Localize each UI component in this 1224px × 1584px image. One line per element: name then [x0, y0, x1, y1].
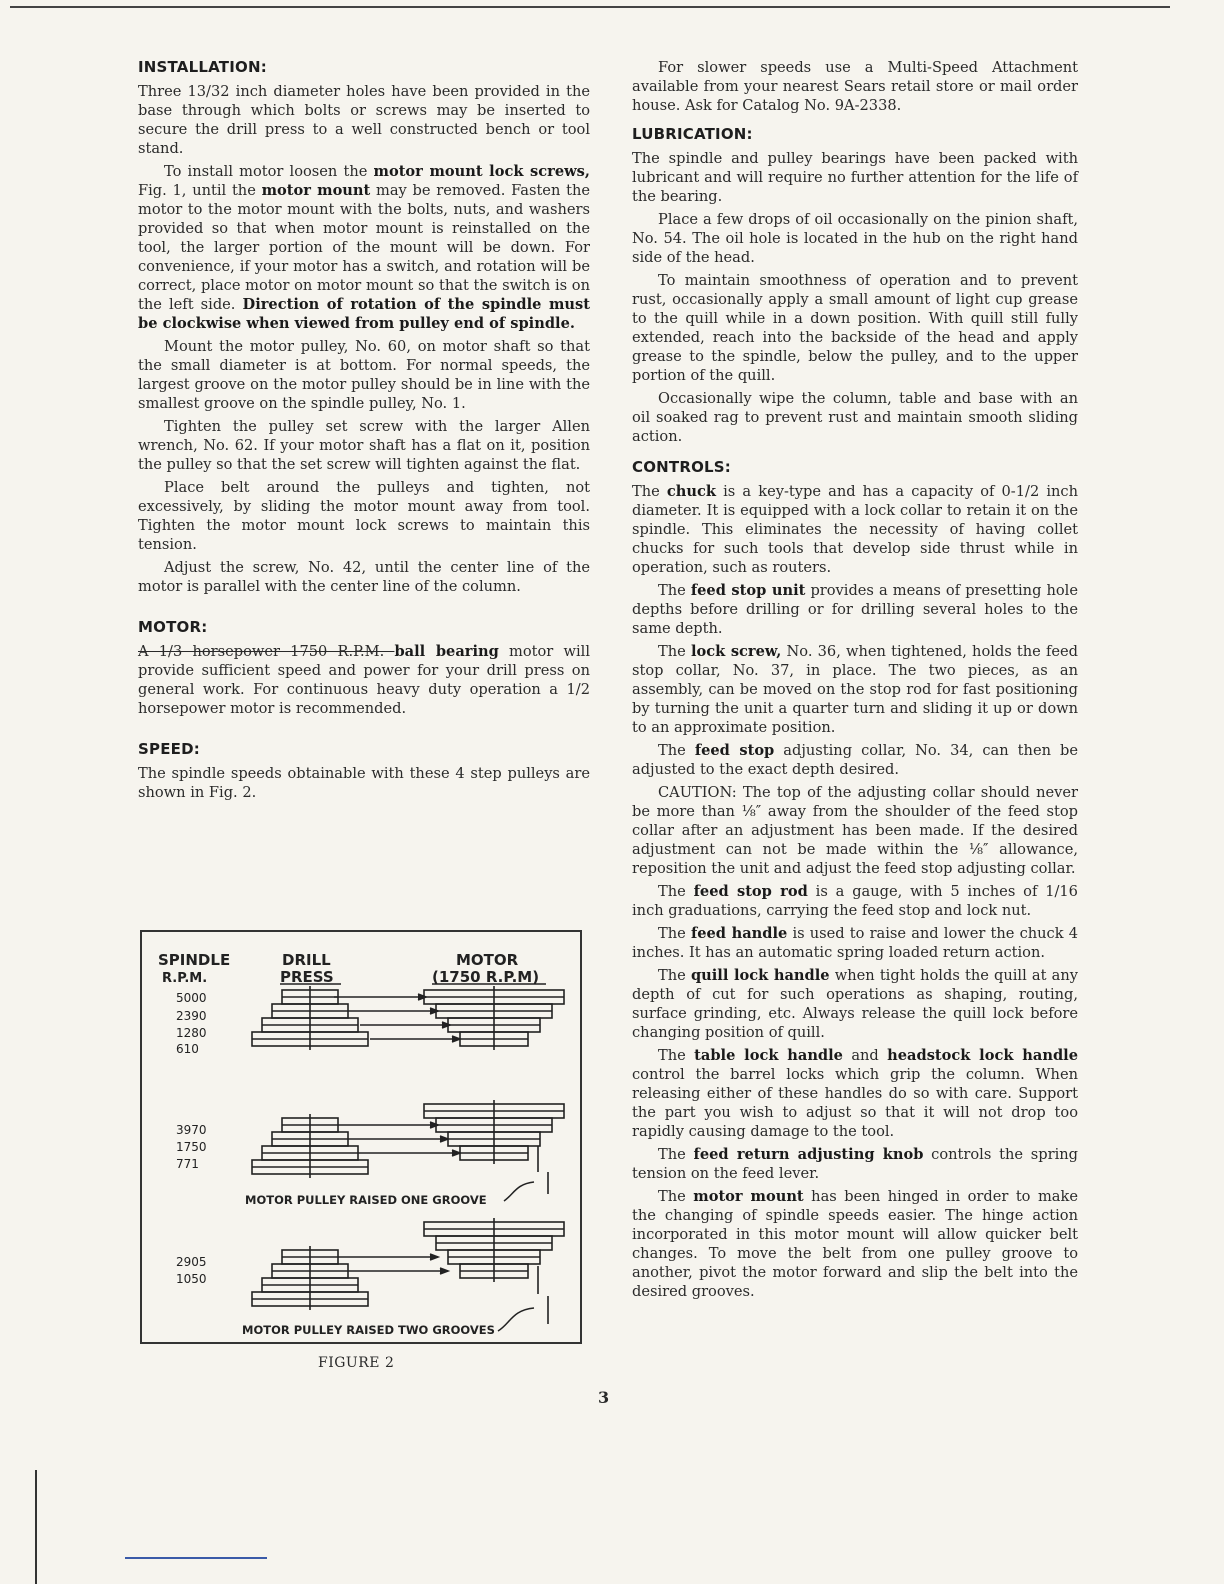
- g3-belt-2-arrow: [440, 1268, 448, 1274]
- note-raised-two-grooves: MOTOR PULLEY RAISED TWO GROOVES: [242, 1323, 495, 1337]
- page-number: 3: [598, 1388, 610, 1407]
- controls-heading: CONTROLS:: [632, 458, 732, 476]
- motor-paragraph: A 1/3 horsepower 1750 R.P.M. ball bearing motor will provide sufficient speed and power for your drill press on general work. For continuous heavy duty operation a 1/2 horsepower motor is recommended.: [138, 643, 590, 717]
- header-drill: DRILL: [282, 951, 331, 969]
- controls-quill-lock: The quill lock handle when tight holds the quill at any depth of cut for such operations as shaping, routing, surface grinding, etc. Always release the quill lock before changing position of quill.: [632, 967, 1078, 1041]
- controls-caution: CAUTION: The top of the adjusting collar should never be more than ⅛″ away from the shoulder of the feed stop collar after an adjustment has been made. If the desired adjustment can not be made within the ⅛″ allowance, reposition the unit and adjust the feed stop adjusting collar.: [632, 784, 1078, 877]
- installation-paragraph-6: Adjust the screw, No. 42, until the center line of the motor is parallel with the center line of the column.: [138, 559, 590, 595]
- controls-table-lock: The table lock handle and headstock lock handle control the barrel locks which grip the column. When releasing either of these handles do so with care. Support the part you wish to adjust so that it will not drop too rapidly causing damage to the tool.: [632, 1047, 1078, 1140]
- left-column: [138, 58, 590, 806]
- lubrication-paragraph-4: Occasionally wipe the column, table and base with an oil soaked rag to prevent rust and maintain smooth sliding action.: [632, 390, 1078, 445]
- note-raised-one-groove: MOTOR PULLEY RAISED ONE GROOVE: [245, 1193, 487, 1207]
- header-press: PRESS: [280, 968, 334, 986]
- rpm-3970: 3970: [176, 1123, 207, 1137]
- installation-heading: INSTALLATION:: [138, 58, 267, 76]
- pulley-diagram-svg: [142, 932, 580, 1342]
- motor-heading: MOTOR:: [138, 618, 208, 636]
- figure-2-pulley-diagram: [140, 930, 582, 1344]
- header-motor-rpm: (1750 R.P.M): [432, 968, 540, 986]
- controls-feed-handle: The feed handle is used to raise and lower the chuck 4 inches. It has an automatic spring loaded return action.: [632, 925, 1078, 961]
- rpm-2390: 2390: [176, 1009, 207, 1023]
- header-motor: MOTOR: [456, 951, 519, 969]
- installation-paragraph-5: Place belt around the pulleys and tighten, not excessively, by sliding the motor mount away from tool. Tighten the motor mount lock screws to maintain this tension.: [138, 479, 590, 553]
- bottom-underline-mark: [125, 1557, 267, 1559]
- controls-chuck: The chuck is a key-type and has a capacity of 0-1/2 inch diameter. It is equipped with a lock collar to retain it on the spindle. This eliminates the necessity of having collet chucks for such tools that develop side thrust while in operation, such as routers.: [632, 483, 1078, 576]
- controls-feed-return: The feed return adjusting knob controls the spring tension on the feed lever.: [632, 1146, 1078, 1182]
- controls-feed-stop-collar: The feed stop adjusting collar, No. 34, can then be adjusted to the exact depth desired.: [632, 742, 1079, 778]
- note1-leader: [504, 1182, 534, 1201]
- rpm-1050: 1050: [176, 1272, 207, 1286]
- g2-belt-2-arrow: [440, 1136, 448, 1142]
- g3-belt-1-arrow: [430, 1254, 438, 1260]
- top-border-line: [10, 6, 1170, 8]
- rpm-1750: 1750: [176, 1140, 207, 1154]
- rpm-1280: 1280: [176, 1026, 207, 1040]
- header-spindle: SPINDLE: [158, 951, 231, 969]
- g2-belt-3-arrow: [452, 1150, 460, 1156]
- note2-leader: [498, 1308, 534, 1331]
- rpm-610: 610: [176, 1042, 199, 1056]
- controls-feed-stop-rod: The feed stop rod is a gauge, with 5 inches of 1/16 inch graduations, carrying the feed stop and lock nut.: [632, 883, 1078, 919]
- rpm-771: 771: [176, 1157, 199, 1171]
- controls-motor-mount: The motor mount has been hinged in order to make the changing of spindle speeds easier. The hinge action incorporated in this motor mount will allow quicker belt changes. To move the belt from one pulley groove to another, pivot the motor forward and slip the belt into the desired grooves.: [632, 1188, 1078, 1300]
- lubrication-paragraph-2: Place a few drops of oil occasionally on the pinion shaft, No. 54. The oil hole is located in the hub on the right hand side of the head.: [632, 211, 1078, 266]
- slower-speeds-paragraph: For slower speeds use a Multi-Speed Attachment available from your nearest Sears retail store or mail order house. Ask for Catalog No. 9A-2338.: [632, 59, 1078, 114]
- lubrication-heading: LUBRICATION:: [632, 125, 753, 143]
- lubrication-paragraph-3: To maintain smoothness of operation and to prevent rust, occasionally apply a small amount of light cup grease to the quill while in a down position. With quill still fully extended, reach into the backside of the head and apply grease to the spindle, below the pulley, and to the upper portion of the quill.: [632, 272, 1078, 384]
- controls-lock-screw: The lock screw, No. 36, when tightened, holds the feed stop collar, No. 37, in place. The two pieces, as an assembly, can be moved on the stop rod for fast positioning by turning the unit a quarter turn and sliding it up or down to an approximate position.: [632, 643, 1078, 736]
- installation-paragraph-4: Tighten the pulley set screw with the larger Allen wrench, No. 62. If your motor shaft has a flat on it, position the pulley so that the set screw will tighten against the flat.: [138, 418, 590, 473]
- figure-caption: FIGURE 2: [318, 1355, 395, 1371]
- left-margin-mark: [35, 1470, 37, 1584]
- header-rpm: R.P.M.: [162, 971, 208, 986]
- pulley-drawings: [252, 986, 564, 1324]
- lubrication-paragraph-1: The spindle and pulley bearings have been packed with lubricant and will require no further attention for the life of the bearing.: [632, 150, 1078, 205]
- installation-paragraph-1: Three 13/32 inch diameter holes have been provided in the base through which bolts or screws may be inserted to secure the drill press to a well constructed bench or tool stand.: [138, 83, 590, 157]
- controls-feed-stop-unit: The feed stop unit provides a means of presetting hole depths before drilling or for drilling several holes to the same depth.: [632, 582, 1078, 637]
- installation-paragraph-3: Mount the motor pulley, No. 60, on motor shaft so that the small diameter is at bottom. For normal speeds, the largest groove on the motor pulley should be in line with the smallest groove on the spindle pulley, No. 1.: [138, 338, 590, 412]
- rpm-2905: 2905: [176, 1255, 207, 1269]
- speed-heading: SPEED:: [138, 740, 200, 758]
- speed-paragraph: The spindle speeds obtainable with these 4 step pulleys are shown in Fig. 2.: [138, 765, 590, 801]
- g1-belt-4-arrow: [452, 1036, 460, 1042]
- installation-paragraph-2: To install motor loosen the motor mount lock screws, Fig. 1, until the motor mount may be removed. Fasten the motor to the motor mount with the bolts, nuts, and washers provided so that when motor mount is reinstalled on the tool, the larger portion of the mount will be down. For convenience, if your motor has a switch, and rotation will be correct, place motor on motor mount so that the switch is on the left side. Direction of rotation of the spindle must be clockwise when viewed from pulley end of spindle.: [138, 163, 590, 332]
- right-column: [632, 58, 1078, 1305]
- rpm-5000: 5000: [176, 991, 207, 1005]
